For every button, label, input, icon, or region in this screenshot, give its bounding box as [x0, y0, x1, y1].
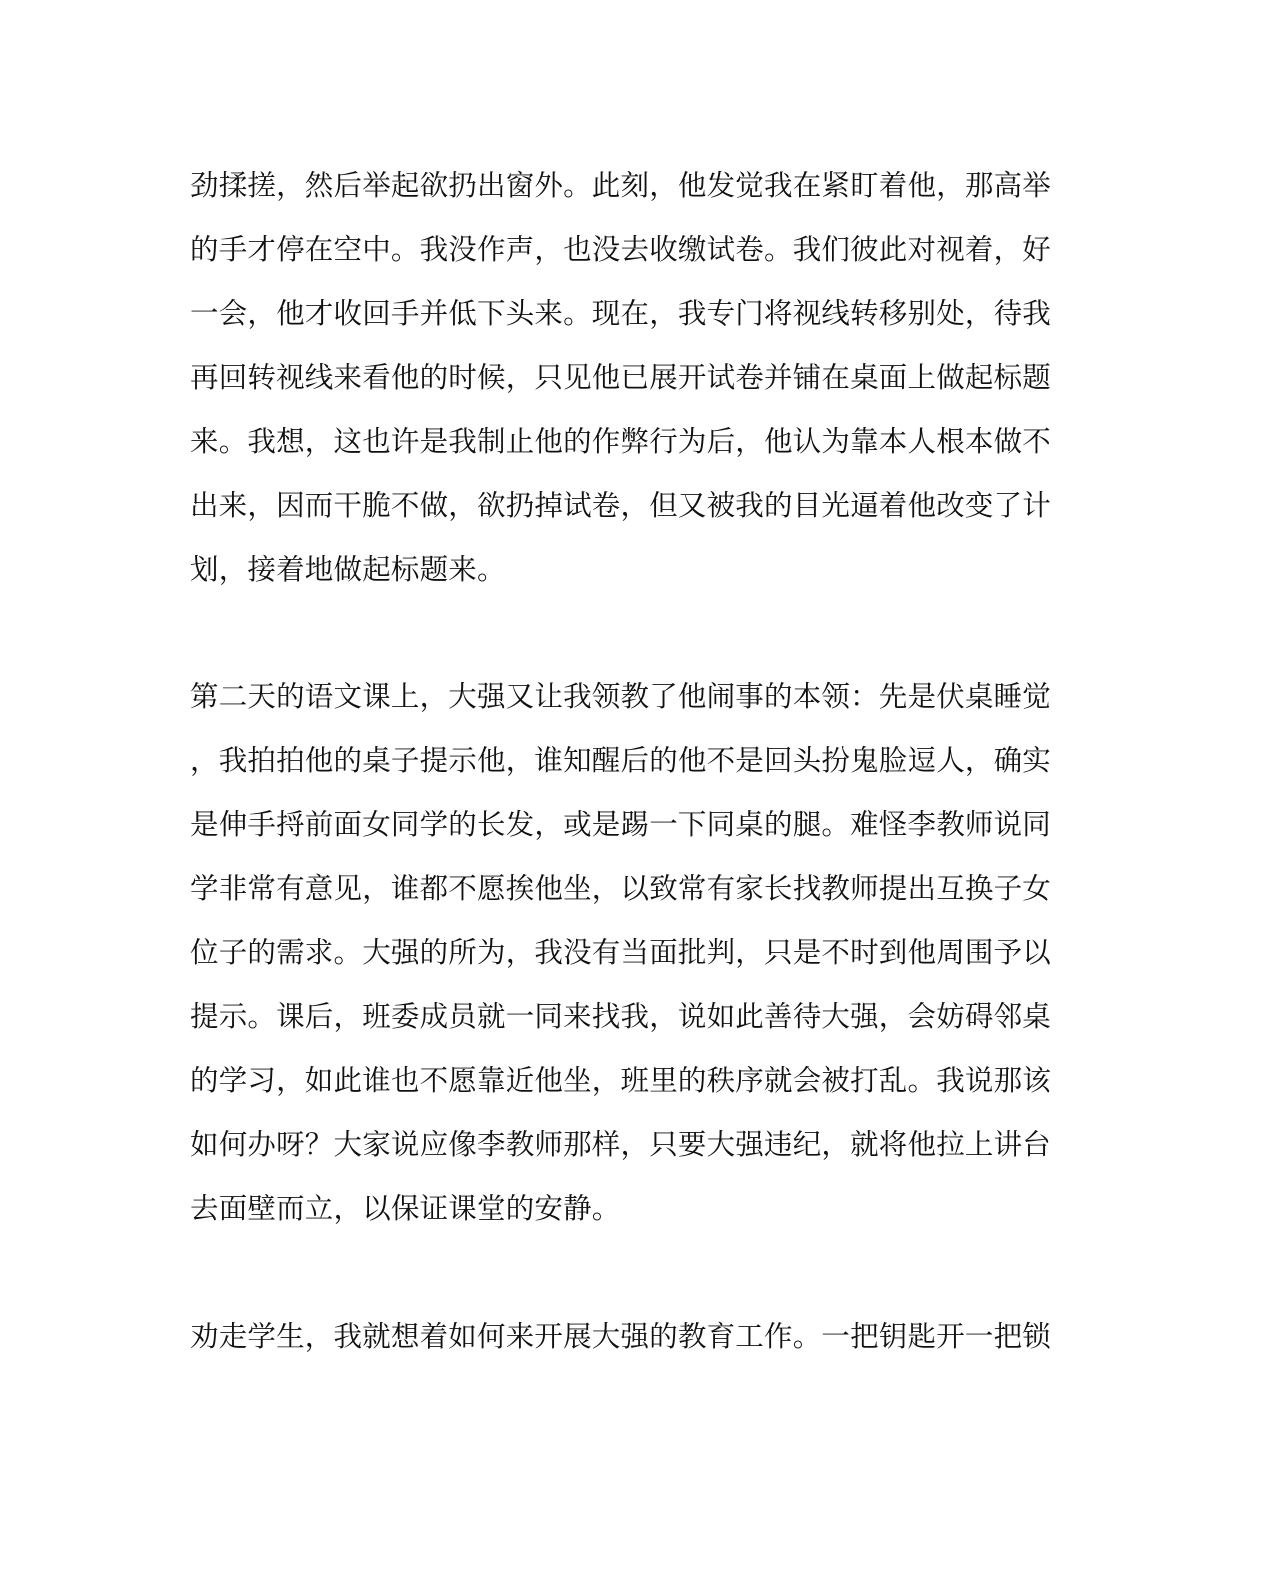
text-line: 的学习，如此谁也不愿靠近他坐，班里的秩序就会被打乱。我说那该 [190, 1064, 1052, 1097]
text-line: 提示。课后，班委成员就一同来找我，说如此善待大强，会妨碍邻桌 [190, 1000, 1052, 1033]
text-line: 第二天的语文课上，大强又让我领教了他闹事的本领：先是伏桌睡觉 [190, 680, 1052, 713]
text-line: 劝走学生，我就想着如何来开展大强的教育工作。一把钥匙开一把锁 [190, 1320, 1052, 1353]
text-line: 的手才停在空中。我没作声，也没去收缴试卷。我们彼此对视着，好 [190, 233, 1052, 266]
text-line: 一会，他才收回手并低下头来。现在，我专门将视线转移别处，待我 [190, 297, 1052, 330]
text-line: 出来，因而干脆不做，欲扔掉试卷，但又被我的目光逼着他改变了计 [190, 489, 1052, 522]
text-line: 是伸手捋前面女同学的长发，或是踢一下同桌的腿。难怪李教师说同 [190, 808, 1052, 841]
text-line: 来。我想，这也许是我制止他的作弊行为后，他认为靠本人根本做不 [190, 425, 1052, 458]
paragraph-2 [190, 665, 1090, 1241]
text-line: 再回转视线来看他的时候，只见他已展开试卷并铺在桌面上做起标题 [190, 361, 1052, 394]
text-line: 劲揉搓，然后举起欲扔出窗外。此刻，他发觉我在紧盯着他，那高举 [190, 169, 1052, 202]
paragraph-1 [190, 154, 1090, 602]
text-line: 如何办呀？大家说应像李教师那样，只要大强违纪，就将他拉上讲台 [190, 1128, 1052, 1161]
text-line: 去面壁而立，以保证课堂的安静。 [190, 1192, 621, 1225]
text-line: 位子的需求。大强的所为，我没有当面批判，只是不时到他周围予以 [190, 936, 1052, 969]
text-line: 划，接着地做起标题来。 [190, 553, 506, 586]
text-line: 学非常有意见，谁都不愿挨他坐，以致常有家长找教师提出互换子女 [190, 872, 1052, 905]
paragraph-3 [190, 1305, 1090, 1369]
text-line: ，我拍拍他的桌子提示他，谁知醒后的他不是回头扮鬼脸逗人，确实 [190, 744, 1052, 777]
